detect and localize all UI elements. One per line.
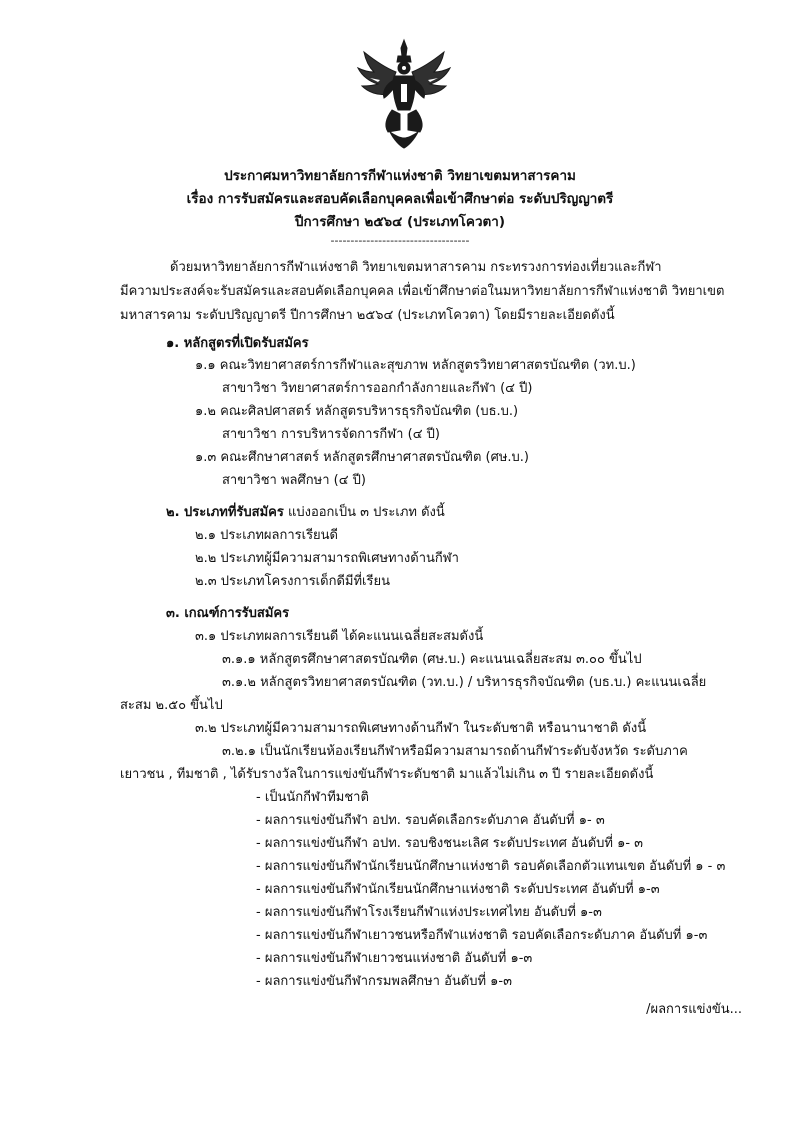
competition-bullet: - ผลการแข่งขันกีฬา อปท. รอบชิงชนะเลิศ ระดับประเทศ อันดับที่ ๑- ๓ xyxy=(256,836,644,851)
major-item: สาขาวิชา วิทยาศาสตร์การออกกำลังกายและกีฬา (๔ ปี) xyxy=(222,381,533,396)
competition-bullet: - ผลการแข่งขันกีฬากรมพลศึกษา อันดับที่ ๑-๓ xyxy=(256,974,513,989)
section2-title: ๒. ประเภทที่รับสมัคร xyxy=(166,505,284,520)
criteria-subitem-cont: สะสม ๒.๕๐ ขึ้นไป xyxy=(120,698,223,713)
program-item: ๑.๑ คณะวิทยาศาสตร์การกีฬาและสุขภาพ หลักสูตรวิทยาศาสตรบัณฑิต (วท.บ.) xyxy=(195,358,636,373)
section3-title: ๓. เกณฑ์การรับสมัคร xyxy=(166,606,290,621)
applicant-type: ๒.๑ ประเภทผลการเรียนดี xyxy=(195,528,338,543)
criteria-subitem-cont: เยาวชน , ทีมชาติ , ได้รับรางวัลในการแข่งขันกีฬาระดับชาติ มาแล้วไม่เกิน ๓ ปี รายละเอียดดังนี้ xyxy=(120,767,654,782)
competition-bullet: - ผลการแข่งขันกีฬานักเรียนนักศึกษาแห่งชาติ รอบคัดเลือกตัวแทนเขต อันดับที่ ๑ - ๓ xyxy=(256,859,726,874)
criteria-item: ๓.๒ ประเภทผู้มีความสามารถพิเศษทางด้านกีฬา ในระดับชาติ หรือนานาชาติ ดังนี้ xyxy=(195,721,647,736)
announcement-title: ประกาศมหาวิทยาลัยการกีฬาแห่งชาติ วิทยาเขตมหาสารคาม xyxy=(224,168,576,184)
intro-line: มหาสารคาม ระดับปริญญาตรี ปีการศึกษา ๒๕๖๔ (ประเภทโควตา) โดยมีรายละเอียดดังนี้ xyxy=(120,308,615,323)
section2-title-suffix: แบ่งออกเป็น ๓ ประเภท ดังนี้ xyxy=(283,505,445,520)
criteria-subitem: ๓.๑.๒ หลักสูตรวิทยาศาสตรบัณฑิต (วท.บ.) / บริหารธุรกิจบัณฑิต (บธ.บ.) คะแนนเฉลี่ย xyxy=(222,675,707,690)
competition-bullet: - ผลการแข่งขันกีฬาโรงเรียนกีฬาแห่งประเทศไทย อันดับที่ ๑-๓ xyxy=(256,905,602,920)
major-item: สาขาวิชา พลศึกษา (๔ ปี) xyxy=(222,473,367,488)
criteria-subitem: ๓.๑.๑ หลักสูตรศึกษาศาสตรบัณฑิต (ศษ.บ.) คะแนนเฉลี่ยสะสม ๓.๐๐ ขึ้นไป xyxy=(222,652,642,667)
academic-year: ปีการศึกษา ๒๕๖๔ (ประเภทโควตา) xyxy=(294,214,506,230)
section2-heading xyxy=(166,505,445,521)
competition-bullet: - ผลการแข่งขันกีฬาเยาวชนแห่งชาติ อันดับที่ ๑-๓ xyxy=(256,951,533,966)
criteria-item: ๓.๑ ประเภทผลการเรียนดี ได้คะแนนเฉลี่ยสะสมดังนี้ xyxy=(195,629,484,644)
competition-bullet: - ผลการแข่งขันกีฬานักเรียนนักศึกษาแห่งชาติ ระดับประเทศ อันดับที่ ๑-๓ xyxy=(256,882,660,897)
intro-line: มีความประสงค์จะรับสมัครและสอบคัดเลือกบุคคล เพื่อเข้าศึกษาต่อในมหาวิทยาลัยการกีฬาแห่งชาติ วิทยาเขต xyxy=(120,284,725,299)
major-item: สาขาวิชา การบริหารจัดการกีฬา (๔ ปี) xyxy=(222,427,440,442)
applicant-type: ๒.๒ ประเภทผู้มีความสามารถพิเศษทางด้านกีฬา xyxy=(195,551,459,566)
competition-bullet: - เป็นนักกีฬาทีมชาติ xyxy=(256,790,369,805)
header-divider: ----------------------------------- xyxy=(330,234,470,247)
announcement-subject: เรื่อง การรับสมัครและสอบคัดเลือกบุคคลเพื่อเข้าศึกษาต่อ ระดับปริญญาตรี xyxy=(186,191,614,207)
program-item: ๑.๓ คณะศึกษาศาสตร์ หลักสูตรศึกษาศาสตรบัณฑิต (ศษ.บ.) xyxy=(195,450,530,465)
applicant-type: ๒.๓ ประเภทโครงการเด็กดีมีที่เรียน xyxy=(195,574,390,589)
garuda-emblem-icon xyxy=(356,38,452,150)
competition-bullet: - ผลการแข่งขันกีฬาเยาวชนหรือกีฬาแห่งชาติ รอบคัดเลือกระดับภาค อันดับที่ ๑-๓ xyxy=(256,928,708,943)
intro-line: ด้วยมหาวิทยาลัยการกีฬาแห่งชาติ วิทยาเขตมหาสารคาม กระทรวงการท่องเที่ยวและกีฬา xyxy=(170,260,662,275)
criteria-subitem: ๓.๒.๑ เป็นนักเรียนห้องเรียนกีฬาหรือมีความสามารถด้านกีฬาระดับจังหวัด ระดับภาค xyxy=(222,744,688,759)
page-continuation: /ผลการแข่งขัน... xyxy=(646,1002,742,1017)
program-item: ๑.๒ คณะศิลปศาสตร์ หลักสูตรบริหารธุรกิจบัณฑิต (บธ.บ.) xyxy=(195,404,519,419)
competition-bullet: - ผลการแข่งขันกีฬา อปท. รอบคัดเลือกระดับภาค อันดับที่ ๑- ๓ xyxy=(256,813,605,828)
section1-title: ๑. หลักสูตรที่เปิดรับสมัคร xyxy=(166,336,309,351)
